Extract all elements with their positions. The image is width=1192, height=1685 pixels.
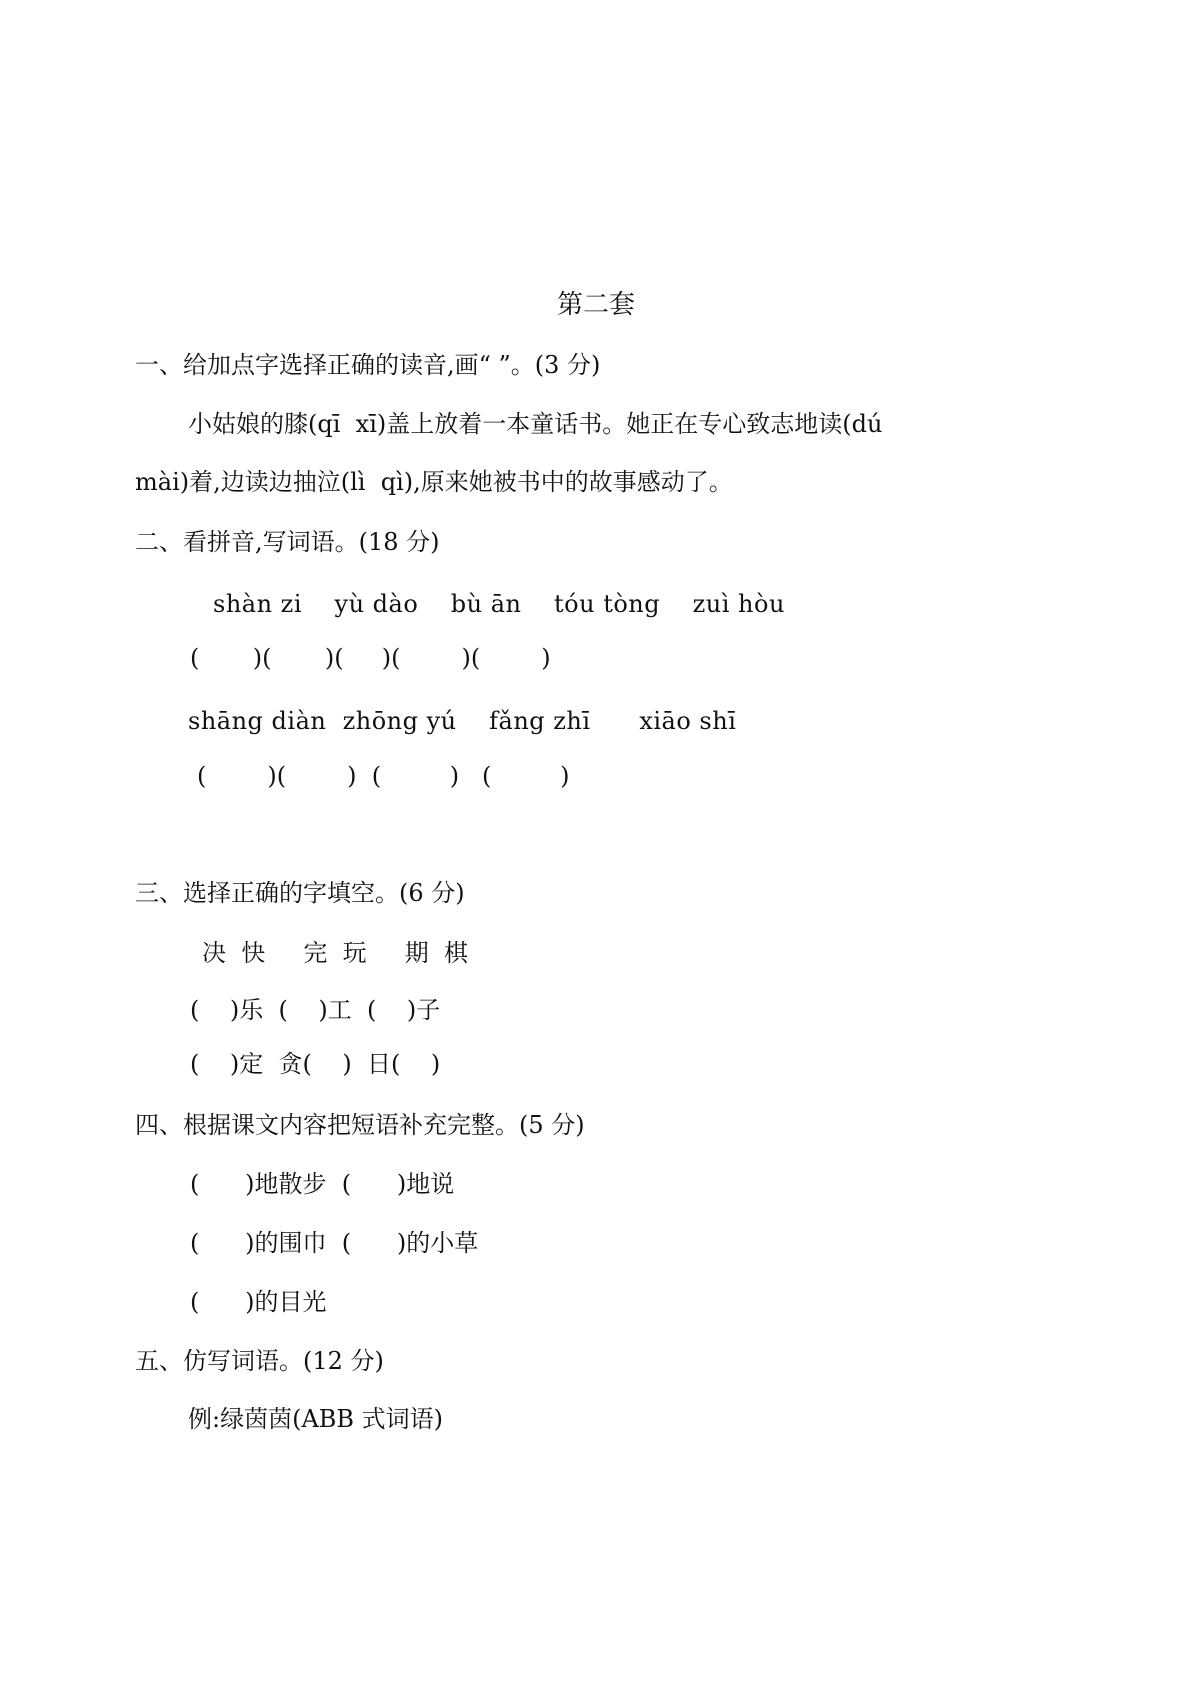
- phrase-row-1: ( )地散步 ( )地说: [190, 1170, 455, 1198]
- section-3-heading: 三、选择正确的字填空。(6 分): [135, 879, 465, 907]
- phrase-row-2: ( )的围巾 ( )的小草: [190, 1229, 479, 1257]
- page-title: 第二套: [556, 290, 635, 320]
- section-2-heading: 二、看拼音,写词语。(18 分): [135, 528, 440, 556]
- answer-blanks-row-1: ( )( )( )( )( ): [190, 644, 551, 672]
- pinyin-row-2: shāng diàn zhōng yú fǎng zhī xiāo shī: [188, 707, 737, 735]
- example-line: 例:绿茵茵(ABB 式词语): [188, 1405, 444, 1433]
- section-5-heading: 五、仿写词语。(12 分): [135, 1347, 384, 1375]
- section-1-text-line-2: mài)着,边读边抽泣(lì qì),原来她被书中的故事感动了。: [135, 468, 733, 496]
- section-1-text-line-1: 小姑娘的膝(qī xī)盖上放着一本童话书。她正在专心致志地读(dú: [188, 410, 883, 438]
- section-4-heading: 四、根据课文内容把短语补充完整。(5 分): [135, 1111, 585, 1139]
- character-choices: 决 快 完 玩 期 棋: [202, 939, 469, 967]
- fill-blank-row-1: ( )乐 ( )工 ( )子: [190, 996, 441, 1024]
- pinyin-row-1: shàn zi yù dào bù ān tóu tòng zuì hòu: [213, 590, 785, 618]
- fill-blank-row-2: ( )定 贪( ) 日( ): [190, 1050, 441, 1078]
- answer-blanks-row-2: ( )( ) ( ) ( ): [197, 762, 570, 790]
- phrase-row-3: ( )的目光: [190, 1288, 327, 1316]
- section-1-heading: 一、给加点字选择正确的读音,画“ ”。(3 分): [135, 351, 601, 379]
